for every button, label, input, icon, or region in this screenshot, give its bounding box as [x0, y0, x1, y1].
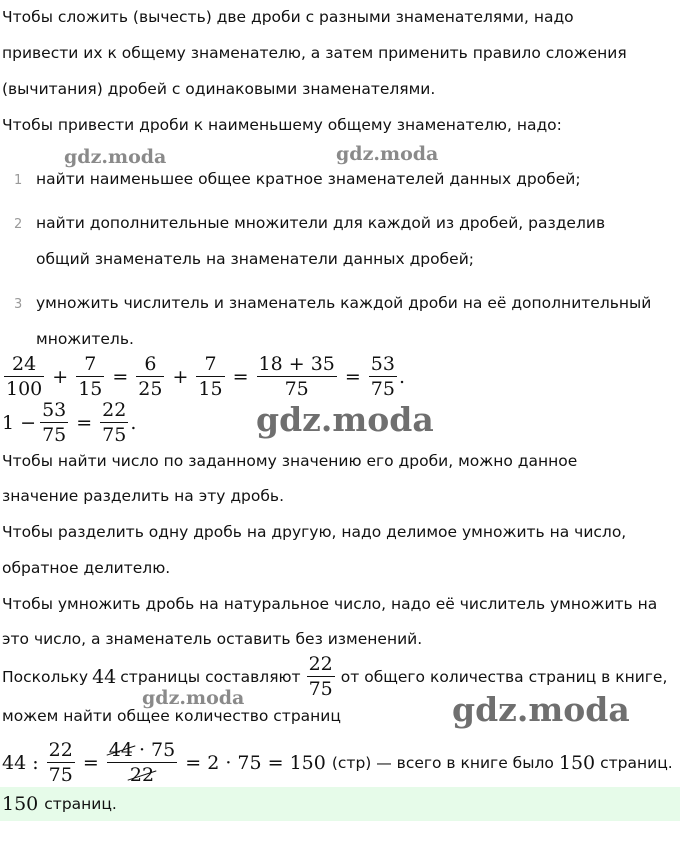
watermark-logo: gdz.moda: [336, 143, 439, 165]
watermark-logo: gdz.moda: [256, 400, 434, 439]
fraction: $\frac{7}{15}$: [78, 353, 103, 400]
formula-sum: $\frac{24}{100}$ + $\frac{7}{15}$ = $\frac{6}{25}$ + $\frac{7}{15}$ = $\frac{18 + 35}{75}$ = $\frac{53}{75}$ .: [6, 353, 406, 400]
fraction: $\frac{7}{15}$: [198, 353, 223, 400]
paragraph-line: значение разделить на эту дробь.: [2, 487, 284, 505]
list-number: 3: [14, 297, 23, 312]
watermark-logo: gdz.moda: [142, 687, 245, 709]
paragraph-line: Поскольку 44 страницы составляют $\frac{22}{75}$ от общего количества страниц в книге,: [2, 653, 668, 700]
answer-text: страниц.: [44, 795, 117, 813]
paragraph-line: Чтобы найти число по заданному значению его дроби, можно данное: [2, 452, 578, 470]
paragraph-line: можем найти общее количество страниц: [2, 707, 341, 725]
formula-division: 44 : $\frac{22}{75}$ = $\frac{44 \cdot 75}{22}$ = 2 · 75 = 150 (стр) — всего в книге было 150 страниц.: [2, 739, 673, 786]
paragraph-line: обратное делителю.: [2, 559, 171, 577]
list-item: найти дополнительные множители для каждой из дробей, разделив: [36, 214, 606, 232]
paragraph-line: Чтобы сложить (вычесть) две дроби с разными знаменателями, надо: [2, 8, 574, 26]
fraction: $\frac{22}{75}$: [308, 653, 333, 700]
watermark-logo: gdz.moda: [452, 690, 630, 729]
fraction: $\frac{24}{100}$: [6, 353, 43, 400]
list-item: найти наименьшее общее кратное знаменателей данных дробей;: [36, 170, 581, 188]
paragraph-line: (вычитания) дробей с одинаковыми знаменателями.: [2, 80, 436, 98]
paragraph-line: привести их к общему знаменателю, а затем применить правило сложения: [2, 44, 627, 62]
list-item: умножить числитель и знаменатель каждой дроби на её дополнительный: [36, 294, 652, 312]
fraction: $\frac{6}{25}$: [138, 353, 163, 400]
answer-box: [0, 787, 680, 821]
fraction: $\frac{18 + 35}{75}$: [258, 353, 335, 400]
list-item: общий знаменатель на знаменатели данных дробей;: [36, 250, 475, 268]
watermark-logo: gdz.moda: [64, 146, 167, 168]
fraction: $\frac{53}{75}$: [370, 353, 395, 400]
answer-number: 150: [2, 793, 39, 815]
paragraph-line: Чтобы умножить дробь на натуральное число, надо её числитель умножить на: [2, 595, 658, 613]
list-number: 1: [14, 173, 23, 188]
fraction: $\frac{22}{75}$: [102, 399, 127, 446]
fraction: $\frac{44 \cdot 75}{22}$: [108, 739, 176, 786]
list-number: 2: [14, 217, 23, 232]
fraction: $\frac{53}{75}$: [42, 399, 67, 446]
paragraph-line: Чтобы разделить одну дробь на другую, надо делимое умножить на число,: [2, 523, 627, 541]
formula-difference: 1 − $\frac{53}{75}$ = $\frac{22}{75}$ .: [2, 399, 137, 446]
list-item: множитель.: [36, 330, 134, 348]
paragraph-line: Чтобы привести дроби к наименьшему общему знаменателю, надо:: [2, 116, 562, 134]
paragraph-line: это число, а знаменатель оставить без изменений.: [2, 630, 423, 648]
fraction: $\frac{22}{75}$: [48, 739, 73, 786]
